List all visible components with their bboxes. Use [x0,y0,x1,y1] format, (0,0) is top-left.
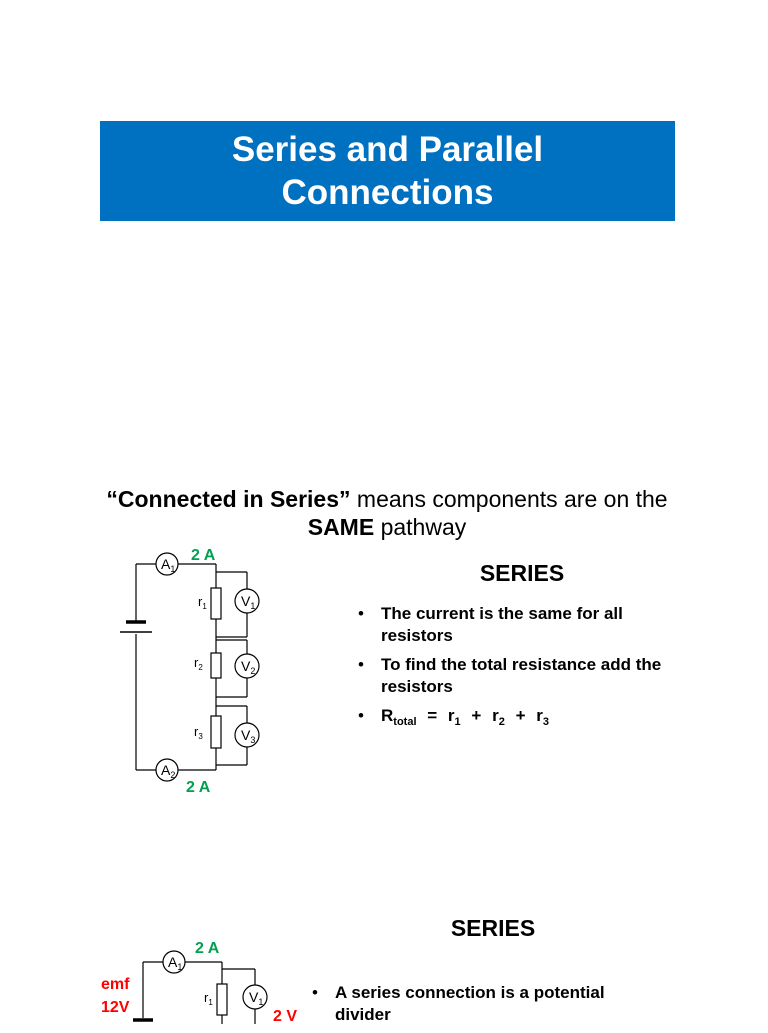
intro-same: SAME [307,514,375,540]
current-label-bottom: 2 A [186,779,211,796]
resistor-r3 [211,716,221,748]
current-label-top: 2 A [191,547,216,564]
resistor-label: $r_1$ [204,990,213,1007]
section-1-bullets [358,603,688,740]
title-banner [100,121,675,221]
potential-divider-circuit [95,935,310,1024]
ammeter-label: $A_1$ [168,954,183,972]
section-2-heading: SERIES [450,915,536,941]
section-2-bullets [312,982,662,1033]
resistor-r1-label: $r_1$ [198,594,207,611]
series-circuit-diagram [100,540,300,800]
title-line-2: Connections [281,173,494,212]
voltmeter-v2-label: $V_2$ [241,658,256,676]
resistor-r2-label: $r_2$ [194,655,203,672]
ammeter-a2-label: $A_2$ [161,762,176,780]
voltmeter-label: $V_1$ [249,989,264,1007]
voltmeter-v1-label: $V_1$ [241,593,256,611]
resistor-r3-label: $r_3$ [194,724,203,741]
intro-rest-2: pathway [374,514,467,540]
resistor-r2 [211,653,221,678]
resistor-r1 [211,588,221,619]
bullet-1: • The current is the same for all resistors [358,603,688,647]
ammeter-a1-label: $A_1$ [161,556,176,574]
title-line-1: Series and Parallel [231,130,544,169]
emf-value: 12V [101,999,130,1016]
bullet-potential-divider: • A series connection is a potential divider [312,982,662,1026]
series-definition [40,485,734,541]
bullet-formula: • $R_{total} = r_1 + r_2 + r_3$ [358,705,688,733]
intro-rest-1: means components are on the [350,486,668,512]
intro-quoted: “Connected in Series” [106,486,351,512]
current-label: 2 A [195,940,220,957]
voltage-label: 2 V [273,1008,298,1024]
bullet-2: • To find the total resistance add the resistors [358,654,688,698]
section-1-heading: SERIES [479,560,565,586]
emf-label: emf [101,976,130,993]
voltmeter-v3-label: $V_3$ [241,727,256,745]
